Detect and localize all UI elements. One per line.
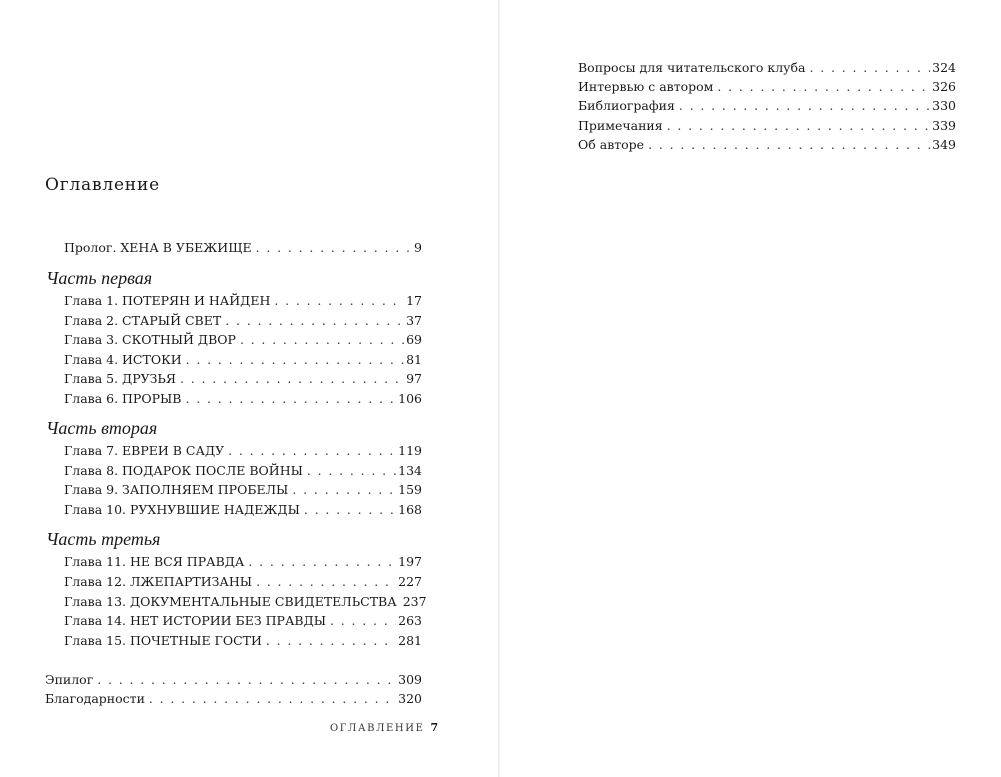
dot-leader bbox=[97, 670, 396, 689]
toc-entry-backmatter bbox=[578, 135, 956, 154]
entry-label: Глава 13. ДОКУМЕНТАЛЬНЫЕ СВИДЕТЕЛЬСТВА bbox=[64, 594, 397, 609]
entry-label: Глава 10. РУХНУВШИЕ НАДЕЖДЫ bbox=[64, 502, 300, 517]
entry-label: Библиография bbox=[578, 98, 675, 113]
entry-page: 281 bbox=[398, 633, 422, 648]
entry-page: 159 bbox=[398, 482, 422, 497]
entry-label: Глава 12. ЛЖЕПАРТИЗАНЫ bbox=[64, 574, 253, 589]
part-title: Часть третья bbox=[46, 529, 161, 549]
dot-leader bbox=[240, 330, 404, 349]
entry-page: 119 bbox=[398, 443, 422, 458]
dot-leader bbox=[292, 480, 396, 499]
entry-label: Глава 3. СКОТНЫЙ ДВОР bbox=[64, 332, 236, 347]
entry-label: Эпилог bbox=[45, 672, 94, 687]
entry-label: Пролог. ХЕНА В УБЕЖИЩЕ bbox=[64, 240, 252, 255]
entry-page: 349 bbox=[932, 137, 956, 152]
toc-entry-chapter bbox=[64, 330, 422, 349]
entry-page: 237 bbox=[402, 594, 427, 609]
entry-page: 330 bbox=[932, 98, 956, 113]
entry-label: Глава 4. ИСТОКИ bbox=[64, 352, 182, 367]
entry-label: Глава 15. ПОЧЕТНЫЕ ГОСТИ bbox=[64, 633, 262, 648]
entry-page: 339 bbox=[932, 118, 956, 133]
entry-page: 324 bbox=[932, 60, 956, 75]
entry-page: 134 bbox=[398, 463, 422, 478]
toc-entry-backmatter bbox=[578, 77, 956, 96]
dot-leader bbox=[256, 572, 396, 591]
entry-label: Глава 8. ПОДАРОК ПОСЛЕ ВОЙНЫ bbox=[64, 463, 303, 478]
entry-page: 17 bbox=[406, 293, 422, 308]
dot-leader bbox=[186, 350, 404, 369]
toc-entry-backmatter bbox=[578, 116, 956, 135]
toc-entry-prologue bbox=[64, 238, 422, 257]
page-number: 7 bbox=[430, 721, 439, 734]
entry-page: 320 bbox=[398, 691, 422, 706]
dot-leader bbox=[266, 631, 396, 650]
toc-heading: Оглавление bbox=[45, 175, 160, 195]
entry-page: 106 bbox=[398, 391, 422, 406]
dot-leader bbox=[307, 461, 396, 480]
toc-entry-chapter bbox=[64, 631, 422, 650]
entry-page: 97 bbox=[406, 371, 422, 386]
entry-label: Глава 9. ЗАПОЛНЯЕМ ПРОБЕЛЫ bbox=[64, 482, 289, 497]
entry-label: Глава 14. НЕТ ИСТОРИИ БЕЗ ПРАВДЫ bbox=[64, 613, 327, 628]
running-footer bbox=[330, 721, 438, 734]
entry-label: Глава 5. ДРУЗЬЯ bbox=[64, 371, 176, 386]
entry-page: 309 bbox=[398, 672, 422, 687]
dot-leader bbox=[225, 311, 404, 330]
entry-page: 37 bbox=[406, 313, 422, 328]
entry-page: 69 bbox=[406, 332, 422, 347]
toc-entry-chapter bbox=[64, 389, 422, 408]
left-page bbox=[0, 0, 499, 777]
running-head: ОГЛАВЛЕНИЕ bbox=[330, 723, 425, 734]
toc-entry-epilogue bbox=[45, 670, 422, 689]
dot-leader bbox=[248, 552, 396, 571]
entry-label: Глава 7. ЕВРЕИ В САДУ bbox=[64, 443, 225, 458]
entry-page: 81 bbox=[406, 352, 422, 367]
entry-page: 263 bbox=[398, 613, 422, 628]
dot-leader bbox=[304, 500, 396, 519]
right-page bbox=[500, 0, 1001, 777]
entry-label: Примечания bbox=[578, 118, 663, 133]
dot-leader bbox=[186, 389, 397, 408]
entry-label: Интервью с автором bbox=[578, 79, 714, 94]
dot-leader bbox=[717, 77, 930, 96]
toc-entry-chapter bbox=[64, 461, 422, 480]
entry-label: Глава 1. ПОТЕРЯН И НАЙДЕН bbox=[64, 293, 271, 308]
toc-entry-chapter bbox=[64, 611, 422, 630]
dot-leader bbox=[149, 689, 396, 708]
entry-page: 326 bbox=[932, 79, 956, 94]
toc-entry-chapter bbox=[64, 480, 422, 499]
dot-leader bbox=[180, 369, 404, 388]
entry-label: Глава 11. НЕ ВСЯ ПРАВДА bbox=[64, 554, 245, 569]
part-title: Часть вторая bbox=[46, 418, 158, 438]
entry-label: Глава 2. СТАРЫЙ СВЕТ bbox=[64, 313, 222, 328]
toc-entry-chapter bbox=[64, 572, 422, 591]
toc-entry-acknowledgements bbox=[45, 689, 422, 708]
toc-entry-backmatter bbox=[578, 96, 956, 115]
entry-label: Об авторе bbox=[578, 137, 645, 152]
dot-leader bbox=[256, 238, 412, 257]
toc-entry-chapter bbox=[64, 592, 427, 611]
toc-entry-chapter bbox=[64, 552, 422, 571]
toc-entry-chapter bbox=[64, 441, 422, 460]
dot-leader bbox=[274, 291, 404, 310]
dot-leader bbox=[809, 58, 930, 77]
entry-page: 9 bbox=[414, 240, 422, 255]
dot-leader bbox=[330, 611, 396, 630]
entry-page: 197 bbox=[398, 554, 422, 569]
entry-label: Глава 6. ПРОРЫВ bbox=[64, 391, 182, 406]
toc-entry-chapter bbox=[64, 291, 422, 310]
dot-leader bbox=[228, 441, 396, 460]
dot-leader bbox=[648, 135, 930, 154]
toc-entry-chapter bbox=[64, 500, 422, 519]
toc-entry-chapter bbox=[64, 311, 422, 330]
dot-leader bbox=[667, 116, 931, 135]
entry-page: 168 bbox=[398, 502, 422, 517]
entry-page: 227 bbox=[398, 574, 422, 589]
toc-entry-backmatter bbox=[578, 58, 956, 77]
entry-label: Вопросы для читательского клуба bbox=[578, 60, 806, 75]
entry-label: Благодарности bbox=[45, 691, 145, 706]
toc-entry-chapter bbox=[64, 350, 422, 369]
dot-leader bbox=[679, 96, 930, 115]
toc-entry-chapter bbox=[64, 369, 422, 388]
part-title: Часть первая bbox=[46, 268, 153, 288]
